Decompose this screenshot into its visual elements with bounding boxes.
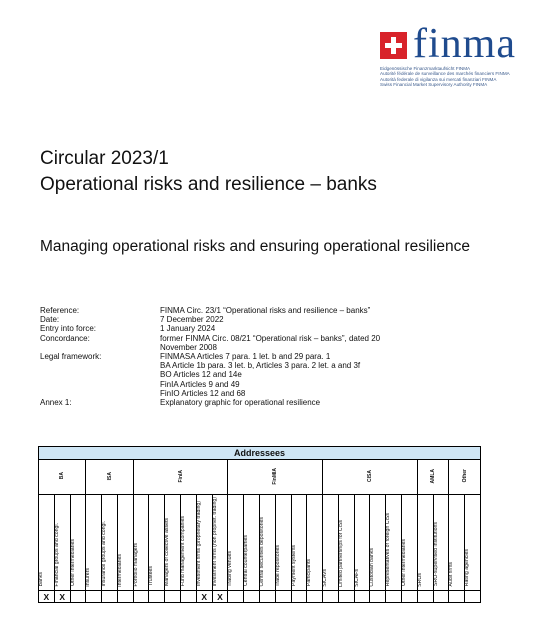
mark-cell [386, 591, 402, 603]
column-label: Representatives of foreign CISs [385, 513, 392, 587]
column-label: Rating agencies [464, 549, 471, 587]
mark-cell: X [54, 591, 70, 603]
meta-label [40, 361, 160, 370]
column-label: Financial groups and congl. [53, 522, 60, 587]
column-cell [291, 495, 307, 591]
mark-cell [401, 591, 417, 603]
group-cell [323, 460, 418, 495]
group-cell [133, 460, 228, 495]
metadata-block [40, 306, 405, 407]
group-label: AMLA [430, 468, 437, 484]
logo-line: Autorité fédérale de surveillance des marchés financiers FINMA [380, 71, 510, 77]
group-cell [39, 460, 86, 495]
mark-cell: X [196, 591, 212, 603]
mark-cell [133, 591, 149, 603]
finma-logo [380, 21, 540, 94]
addressees-table [38, 446, 481, 603]
meta-value: 1 January 2024 [160, 324, 216, 334]
column-label: Fund management companies [180, 516, 187, 587]
meta-value: BO Articles 12 and 14e [160, 370, 242, 380]
mark-cell [149, 591, 165, 603]
meta-row [40, 361, 405, 370]
column-label: Trade repositories [274, 544, 281, 587]
meta-label: Annex 1: [40, 398, 72, 408]
group-label: CISA [366, 470, 373, 482]
mark-cell [291, 591, 307, 603]
meta-row [40, 334, 405, 352]
meta-value: former FINMA Circ. 08/21 “Operational risk – banks”, dated 20 November 2008 [160, 333, 381, 352]
mark-cell [307, 591, 323, 603]
column-label: Intermediaries [116, 553, 123, 587]
column-cell [259, 495, 275, 591]
mark-cell [323, 591, 339, 603]
column-cell [70, 495, 86, 591]
group-label: FinMIA [272, 467, 279, 485]
group-row [39, 460, 481, 495]
mark-cell [70, 591, 86, 603]
column-label: Payment systems [290, 545, 297, 587]
column-cell [117, 495, 133, 591]
document-subtitle: Managing operational risks and ensuring operational resilience [40, 238, 470, 255]
column-label: Investment firms (proprietary trading) [195, 501, 202, 587]
column-label: Limited partnerships for CISs [337, 519, 344, 587]
column-label: SROs [416, 572, 423, 587]
column-cell [39, 495, 55, 591]
column-cell [181, 495, 197, 591]
column-label: Investment firms (non propriet. trading) [211, 497, 218, 587]
column-label: Participants [306, 559, 313, 587]
mark-cell: X [39, 591, 55, 603]
mark-cell [433, 591, 449, 603]
column-cell [196, 495, 212, 591]
meta-value: BA Article 1b para. 3 let. b, Articles 3 para. 2 let. a and 3f [160, 361, 361, 371]
column-cell [86, 495, 102, 591]
group-label: ISA [106, 471, 113, 481]
column-cell [338, 495, 354, 591]
meta-row [40, 352, 405, 361]
logo-line: Autorità federale di vigilanza sui mercati finanziari FINMA [380, 76, 497, 82]
column-label: Managers of collective assets [164, 518, 171, 587]
logo-wordmark: finma [413, 21, 516, 67]
column-cell [133, 495, 149, 591]
column-label: SICAVs [322, 568, 329, 587]
column-label: Insurers [85, 567, 92, 587]
group-label: Other [461, 469, 468, 483]
mark-cell [244, 591, 260, 603]
mark-cell [370, 591, 386, 603]
mark-cell [338, 591, 354, 603]
column-cell [370, 495, 386, 591]
column-cell [228, 495, 244, 591]
meta-label: Entry into force: [40, 324, 97, 334]
column-label: Portfolio managers [132, 542, 139, 587]
column-cell [275, 495, 291, 591]
title-line-2: Operational risks and resilience – banks [40, 174, 377, 195]
column-label: Insurance groups and congl. [101, 520, 108, 587]
meta-label [40, 389, 160, 398]
meta-value: 7 December 2022 [160, 315, 224, 325]
meta-label [40, 380, 160, 389]
mark-cell [259, 591, 275, 603]
meta-label [40, 370, 160, 379]
addressees-header: Addressees [39, 447, 481, 460]
logo-line: Swiss Financial Market Supervisory Authority FINMA [380, 81, 488, 87]
group-label: FinIA [177, 469, 184, 483]
mark-cell [86, 591, 102, 603]
column-label: Central counterparties [243, 535, 250, 587]
column-cell [149, 495, 165, 591]
meta-row [40, 315, 405, 324]
column-label: Other intermediaries [69, 539, 76, 587]
column-cell [323, 495, 339, 591]
mark-cell [354, 591, 370, 603]
group-cell [86, 460, 133, 495]
column-cell [244, 495, 260, 591]
meta-row [40, 389, 405, 398]
meta-row [40, 370, 405, 379]
meta-row [40, 380, 405, 389]
column-label: Custodian banks [369, 547, 376, 587]
column-label: Other intermediaries [400, 539, 407, 587]
column-row [39, 495, 481, 591]
mark-cell [165, 591, 181, 603]
meta-value: FINMA Circ. 23/1 “Operational risks and resilience – banks” [160, 306, 371, 315]
meta-value: Explanatory graphic for operational resilience [160, 398, 321, 408]
marks-row [39, 591, 481, 603]
document-title [40, 146, 377, 198]
meta-label: Concordance: [40, 333, 90, 343]
mark-cell: X [212, 591, 228, 603]
column-cell [401, 495, 417, 591]
column-cell [465, 495, 481, 591]
column-label: Trading venues [227, 550, 234, 587]
column-label: SRO-supervised institutions [432, 522, 439, 587]
column-cell [433, 495, 449, 591]
column-cell [417, 495, 433, 591]
meta-value: FINMASA Articles 7 para. 1 let. b and 29 para. 1 [160, 352, 331, 362]
meta-label: Date: [40, 315, 60, 325]
meta-label: Legal framework: [40, 352, 102, 362]
column-cell [354, 495, 370, 591]
mark-cell [117, 591, 133, 603]
column-cell [449, 495, 465, 591]
column-label: Trustees [148, 566, 155, 587]
logo-line: Eidgenössische Finanzmarktaufsicht FINMA [380, 66, 471, 71]
title-line-1: Circular 2023/1 [40, 148, 169, 169]
mark-cell [275, 591, 291, 603]
column-cell [386, 495, 402, 591]
group-cell [228, 460, 323, 495]
swiss-cross-icon [380, 32, 407, 59]
column-cell [165, 495, 181, 591]
logo-authority-names [380, 66, 510, 87]
mark-cell [102, 591, 118, 603]
mark-cell [465, 591, 481, 603]
meta-label: Reference: [40, 306, 80, 315]
column-cell [307, 495, 323, 591]
meta-row [40, 324, 405, 333]
mark-cell [449, 591, 465, 603]
mark-cell [228, 591, 244, 603]
mark-cell [181, 591, 197, 603]
meta-row [40, 306, 405, 315]
column-label: SICAFs [353, 568, 360, 587]
column-label: Banks [38, 571, 44, 587]
column-label: Audit firms [448, 561, 455, 587]
column-cell [102, 495, 118, 591]
column-cell [212, 495, 228, 591]
column-cell [54, 495, 70, 591]
mark-cell [417, 591, 433, 603]
group-cell [417, 460, 449, 495]
group-label: BA [59, 472, 66, 480]
meta-value: FinIO Articles 12 and 68 [160, 388, 246, 398]
meta-row [40, 398, 405, 407]
group-cell [449, 460, 481, 495]
meta-value: FinIA Articles 9 and 49 [160, 379, 240, 389]
column-label: Central securities depositories [258, 516, 265, 587]
